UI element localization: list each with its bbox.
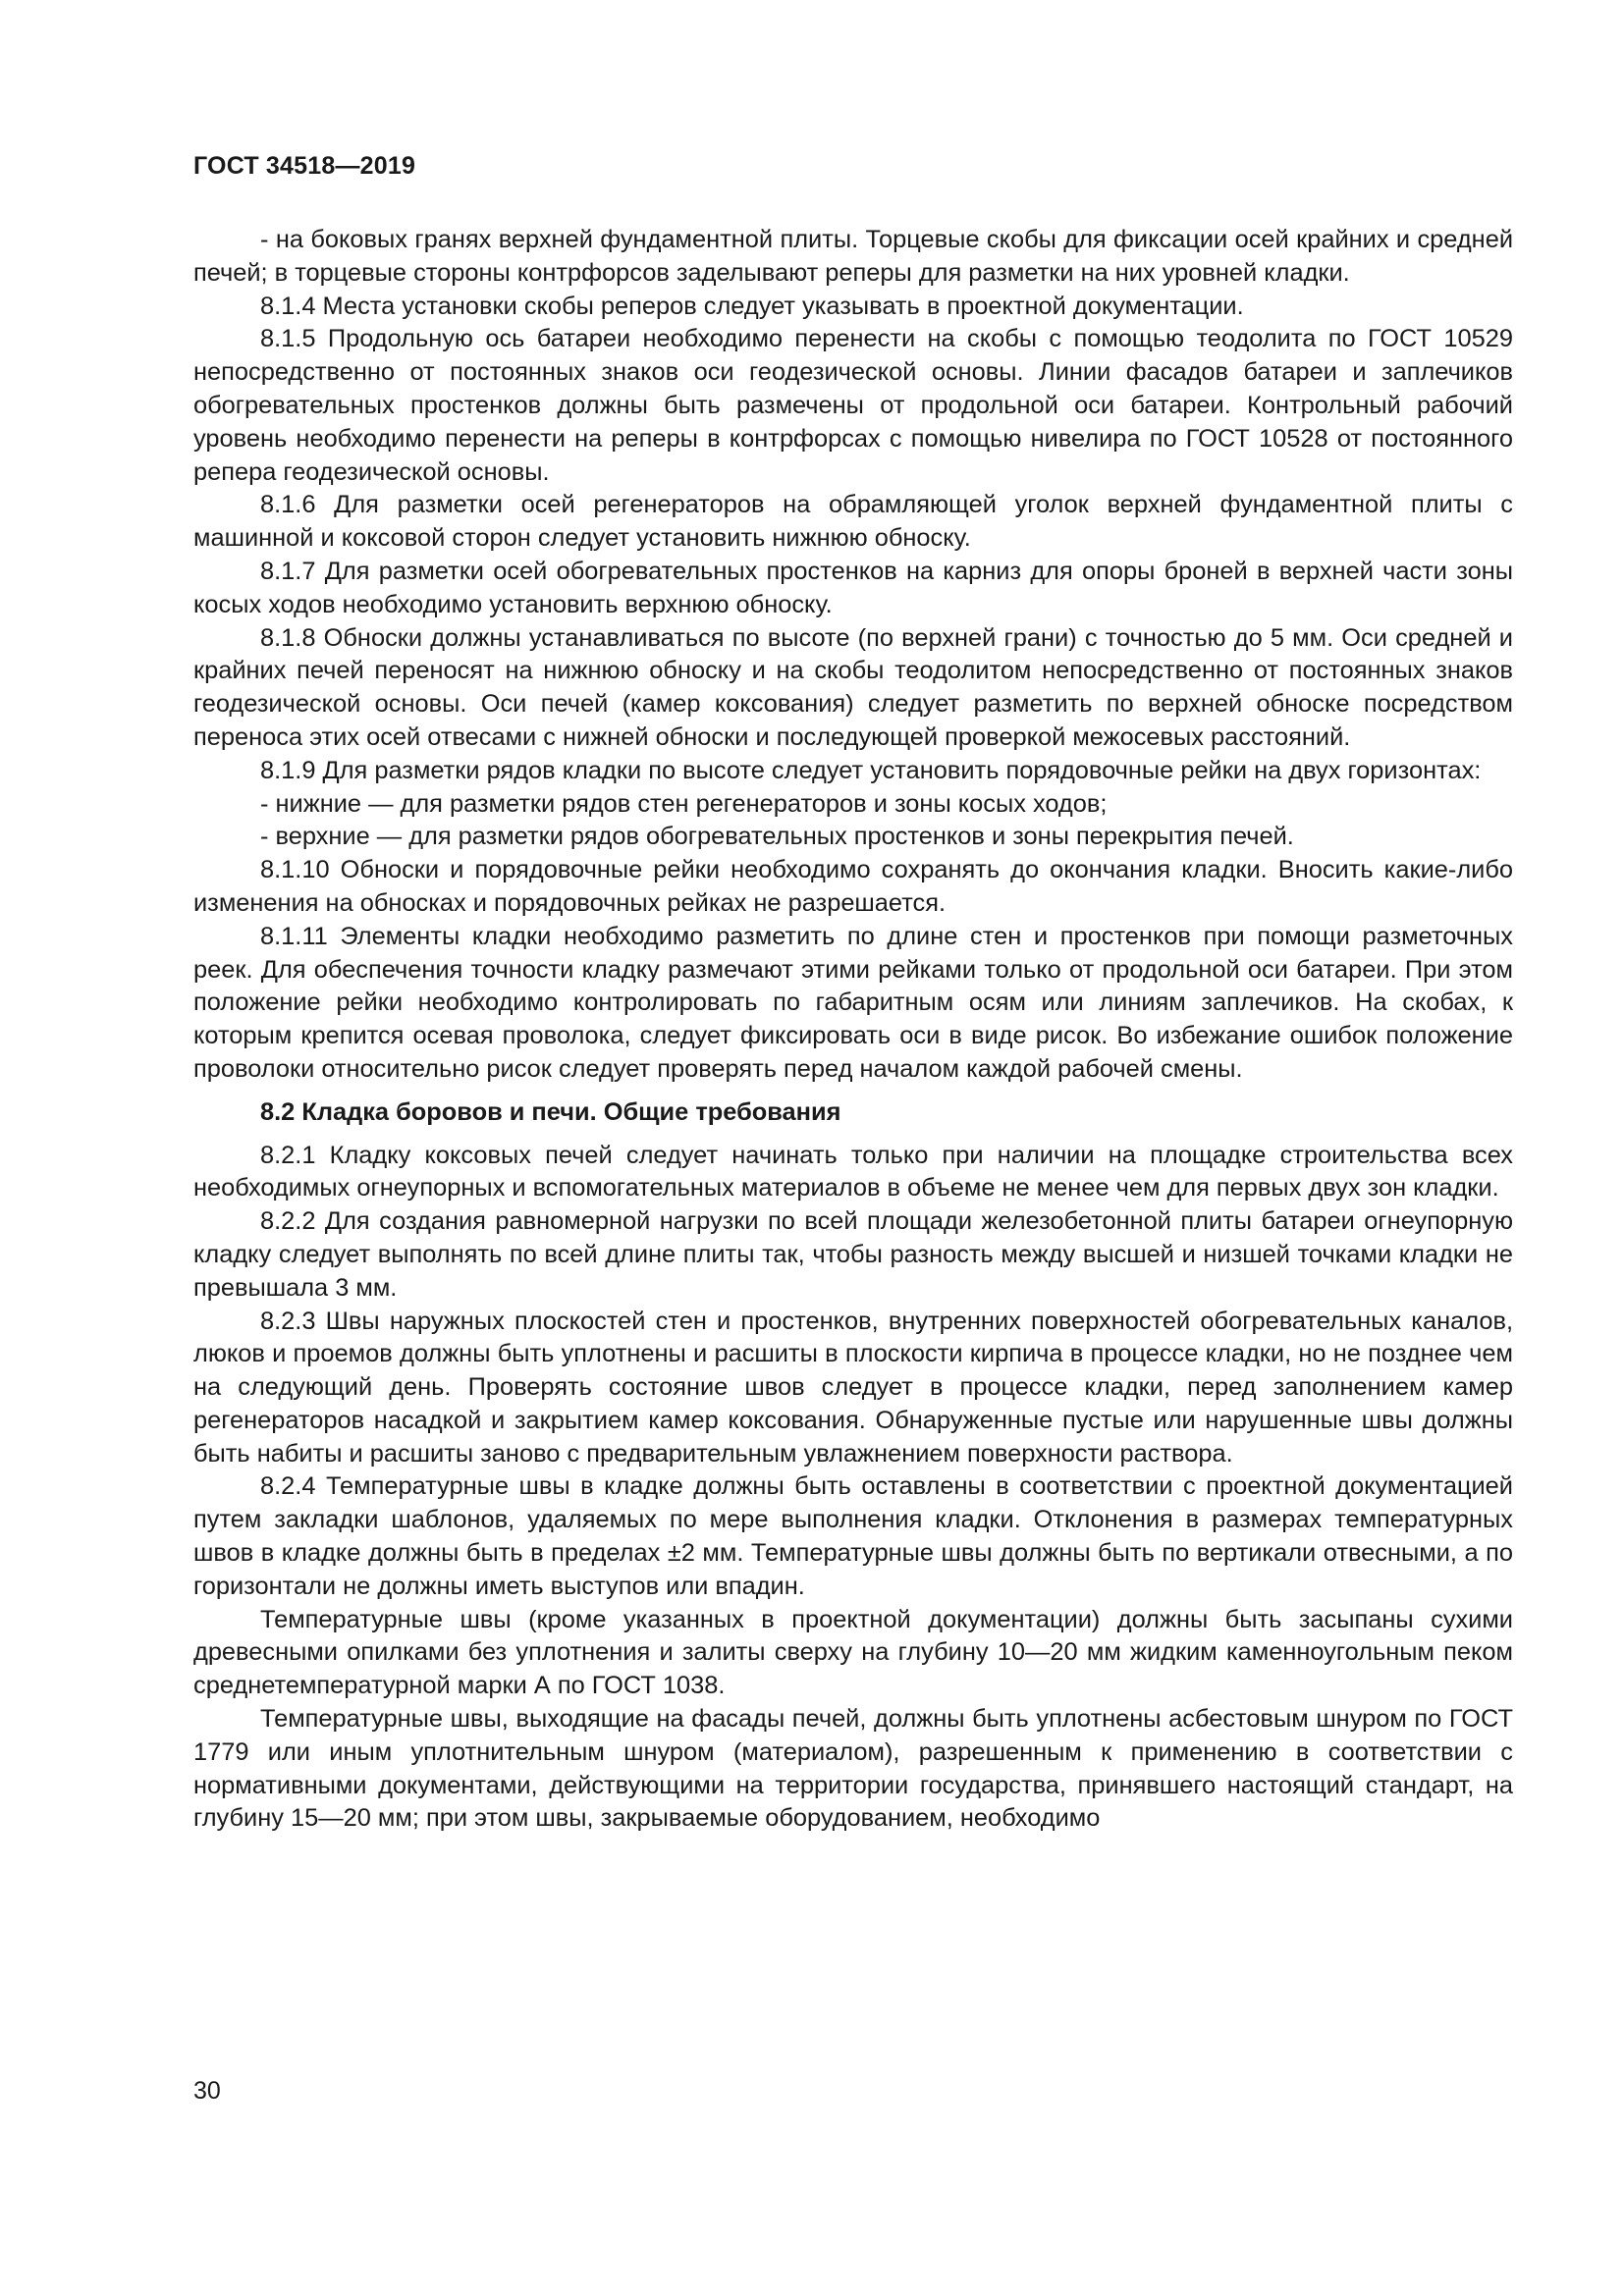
list-item-upper: - верхние — для разметки рядов обогревательных простенков и зоны перекрытия печей. (260, 823, 1294, 851)
paragraph-8-1-8: 8.1.8 Обноски должны устанавливаться по высоте (по верхней грани) с точностью до 5 мм. Оси средней и крайних печей переносят на нижнюю обноску и на скобы теодолитом непосредственно от постоянных знаков геодезической основы. Оси печей (камер коксования) следует разметить по верхней обноске посредством переноса этих осей отвесами с нижней обноски и последующей проверкой межосевых расстояний. (193, 623, 1513, 751)
list-item-lower: - нижние — для разметки рядов стен регенераторов и зоны косых ходов; (260, 789, 1108, 818)
paragraph-8-1-6: 8.1.6 Для разметки осей регенераторов на обрамляющей уголок верхней фундаментной плиты с машинной и коксовой сторон следует установить нижнюю обноску. (193, 491, 1513, 553)
page-number: 30 (193, 2077, 221, 2105)
paragraph-continuation: - на боковых гранях верхней фундаментной плиты. Торцевые скобы для фиксации осей крайних и средней печей; в торцевые стороны контрфорсов заделывают реперы для разметки на них уровней кладки. (193, 226, 1513, 287)
document-body (193, 224, 1513, 1836)
paragraph-8-1-10: 8.1.10 Обноски и порядовочные рейки необходимо сохранять до окончания кладки. Вносить какие-либо изменения на обносках и порядовочных рейках не разрешается. (193, 856, 1513, 917)
paragraph-8-1-7: 8.1.7 Для разметки осей обогревательных простенков на карниз для опоры броней в верхней части зоны косых ходов необходимо установить верхнюю обноску. (193, 557, 1513, 618)
paragraph-8-2-3: 8.2.3 Швы наружных плоскостей стен и простенков, внутренних поверхностей обогревательных каналов, люков и проемов должны быть уплотнены и расшиты в плоскости кирпича в процессе кладки, но не позднее чем на следующий день. Проверять состояние швов следует в процессе кладки, перед заполнением камер регенераторов насадкой и закрытием камер коксования. Обнаруженные пустые или нарушенные швы должны быть набиты и расшиты заново с предварительным увлажнением поверхности раствора. (193, 1307, 1513, 1468)
paragraph-8-1-11: 8.1.11 Элементы кладки необходимо разметить по длине стен и простенков при помощи разметочных реек. Для обеспечения точности кладку размечают этими рейками только от продольной оси батареи. При этом положение рейки необходимо контролировать по габаритным осям или линиям заплечиков. На скобах, к которым крепится осевая проволока, следует фиксировать оси в виде рисок. Во избежание ошибок положение проволоки относительно рисок следует проверять перед началом каждой рабочей смены. (193, 922, 1513, 1083)
paragraph-8-1-5: 8.1.5 Продольную ось батареи необходимо перенести на скобы с помощью теодолита по ГОСТ 10529 непосредственно от постоянных знаков оси геодезической основы. Линии фасадов батареи и заплечиков обогревательных простенков должны быть размечены от продольной оси батареи. Контрольный рабочий уровень необходимо перенести на реперы в контрфорсах с помощью нивелира по ГОСТ 10528 от постоянного репера геодезической основы. (193, 325, 1513, 486)
paragraph-8-1-9: 8.1.9 Для разметки рядов кладки по высоте следует установить порядовочные рейки на двух горизонтах: (260, 756, 1482, 784)
document-header: ГОСТ 34518—2019 (193, 152, 416, 180)
paragraph-temperature-joints-facade: Температурные швы, выходящие на фасады печей, должны быть уплотнены асбестовым шнуром по ГОСТ 1779 или иным уплотнительным шнуром (материалом), разрешенным к применению в соответствии с нормативными документами, действующими на территории государства, принявшего настоящий стандарт, на глубину 15—20 мм; при этом швы, закрываемые оборудованием, необходимо (193, 1705, 1513, 1833)
paragraph-8-2-1: 8.2.1 Кладку коксовых печей следует начинать только при наличии на площадке строительства всех необходимых огнеупорных и вспомогательных материалов в объеме не менее чем для первых двух зон кладки. (193, 1141, 1513, 1202)
section-heading-8-2: 8.2 Кладка боровов и печи. Общие требования (260, 1097, 841, 1126)
paragraph-8-2-4: 8.2.4 Температурные швы в кладке должны быть оставлены в соответствии с проектной документацией путем закладки шаблонов, удаляемых по мере выполнения кладки. Отклонения в размерах температурных швов в кладке должны быть в пределах ±2 мм. Температурные швы должны быть по вертикали отвесными, а по горизонтали не должны иметь выступов или впадин. (193, 1472, 1513, 1600)
paragraph-temperature-joints-fill: Температурные швы (кроме указанных в проектной документации) должны быть засыпаны сухими древесными опилками без уплотнения и залиты сверху на глубину 10—20 мм жидким каменноугольным пеком среднетемпературной марки А по ГОСТ 1038. (193, 1605, 1513, 1700)
paragraph-8-2-2: 8.2.2 Для создания равномерной нагрузки по всей площади железобетонной плиты батареи огнеупорную кладку следует выполнять по всей длине плиты так, чтобы разность между высшей и низшей точками кладки не превышала 3 мм. (193, 1207, 1513, 1302)
paragraph-8-1-4: 8.1.4 Места установки скобы реперов следует указывать в проектной документации. (260, 292, 1244, 320)
